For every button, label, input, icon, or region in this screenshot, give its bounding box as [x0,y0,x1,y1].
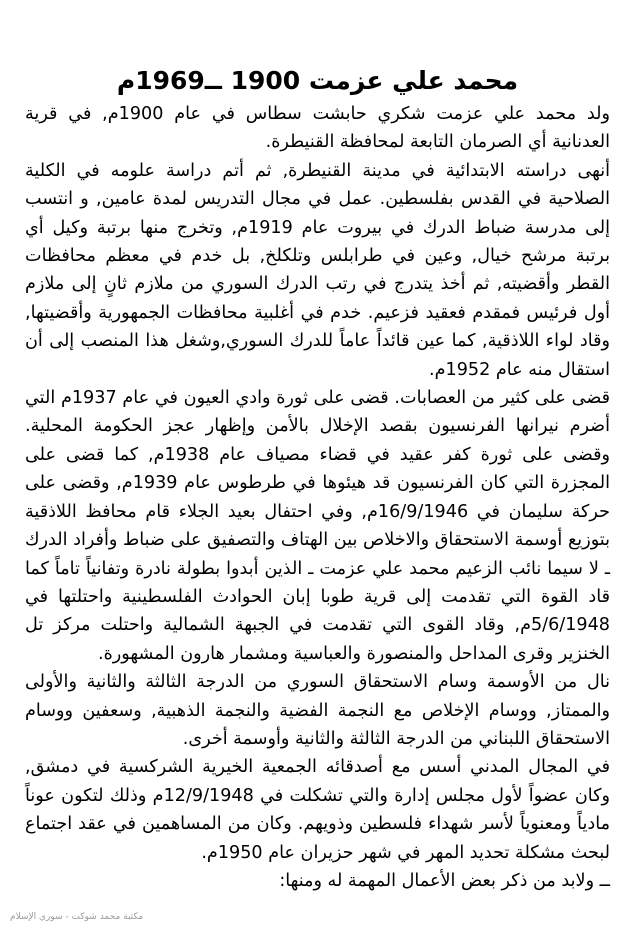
paragraph-birth: ولد محمد علي عزمت شكري حابشت سطاس في عام 1900م, في قرية العدنانية أي الصرمان التابعة لمحافظة القنيطرة. [25,104,610,153]
footer-watermark: مكتبة محمد شوكت - سوري الإسلام [10,912,144,922]
paragraph-medals: نال من الأوسمة وسام الاستحقاق السوري من الدرجة الثالثة والثانية والأولى والممتاز, ووسام الإخلاص مع النجمة الفضية والنجمة الذهبية, وسعفين ووسام الاستحقاق اللبناني من الدرجة الثالثة والثانية وأوسمة أخرى. [25,672,610,749]
document-page [25,62,610,895]
paragraph-civil: في المجال المدني أسس مع أصدقائه الجمعية الخيرية الشركسية في دمشق, وكان عضواً لأول مجلس إدارة والتي تشكلت في 12/9/1948م وذلك لتكون عوناً مادياً ومعنوياً لأسر شهداء فلسطين وذويهم. وكان من المساهمين في عقد اجتماع لبحث مشكلة تحديد المهر في شهر حزيران عام 1950م. [25,757,610,863]
paragraph-operations: قضى على كثير من العصابات. قضى على ثورة وادي العيون في عام 1937م التي أضرم نيرانها الفرنسيون بقصد الإخلال بالأمن وإظهار عجز الحكومة المحلية. وقضى على ثورة كفر عقيد في قضاء مصياف عام 1938م, كما قضى على المجزرة التي كان الفرنسيون قد هيئوها في طرطوس عام 1939م, وقضى على حركة سليمان في 16/9/1946م, وفي احتفال بعيد الجلاء قام محافظ اللاذقية بتوزيع أوسمة الاستحقاق والاخلاص بين الهتاف والتصفيق على ضباط وأفراد الدرك ـ لا سيما نائب الزعيم محمد علي عزمت ـ الذين أبدوا بطولة نادرة وتفانياً تاماً كما قاد القوة التي تقدمت إلى قرية طوبا إبان الحوادث الفلسطينية واحتلتها في 5/6/1948م, وقاد القوى التي تقدمت في الجبهة الشمالية واحتلت مركز تل الخنزير وقرى المداحل والمنصورة والعباسية ومشمار هارون المشهورة. [25,388,610,664]
paragraph-career: أنهى دراسته الابتدائية في مدينة القنيطرة, ثم أتم دراسة علومه في الكلية الصلاحية في القدس بفلسطين. عمل في مجال التدريس لمدة عامين, و انتسب إلى مدرسة ضباط الدرك في بيروت عام 1919م, وتخرج منها برتبة وكيل أي برتبة مرشح خيال, وعين في طرابلس وتلكلخ, بل خدم في معظم محافظات القطر وأقضيته, ثم أخذ يتدرج في رتب الدرك السوري من ملازم ثانٍ إلى ملازم أول فرئيس فمقدم فعقيد فزعيم. خدم في أغلبية محافظات الجمهورية وأقضيتها, وقاد لواء اللاذقية, كما عين قائداً عاماً للدرك السوري,وشغل هذا المنصب إلى أن استقال منه عام 1952م. [25,160,610,380]
document-title: محمد علي عزمت 1900 ــ1969م [116,66,519,95]
paragraph-closing: ــ ولابد من ذكر بعض الأعمال المهمة له ومنها: [279,870,610,891]
